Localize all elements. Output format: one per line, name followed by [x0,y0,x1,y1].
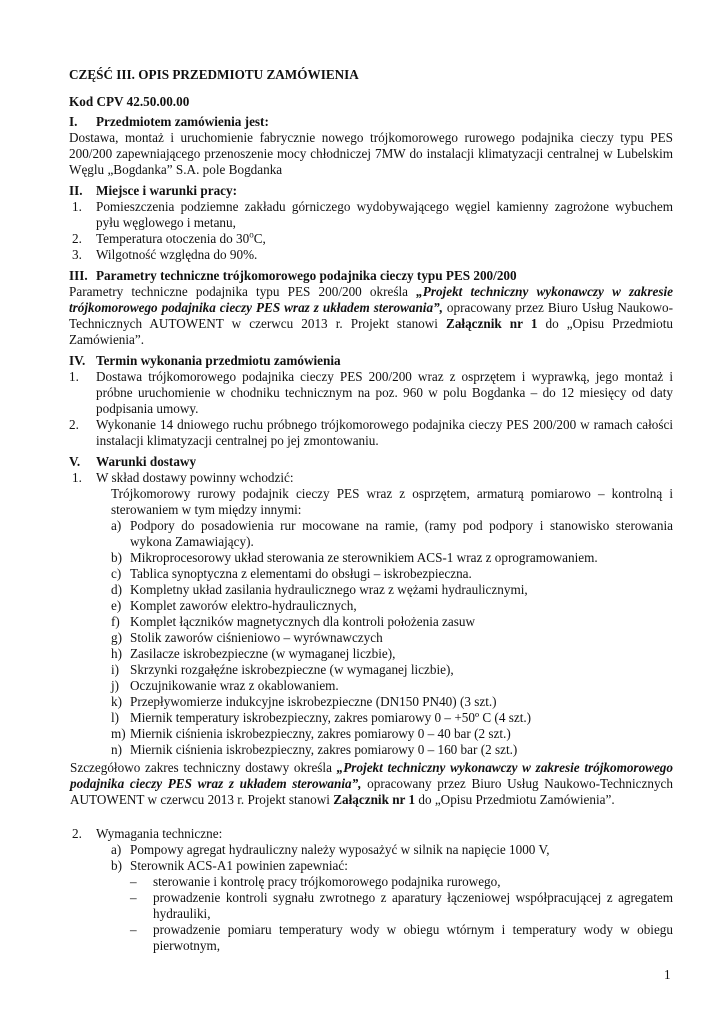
temp-unit: C, [253,231,266,246]
dash-item [130,922,673,954]
item-number: 2. [72,826,82,841]
text-run: do „Opisu Przedmiotu Zamówienia”. [69,316,673,347]
list-item [111,550,673,566]
list-item [111,598,673,614]
item-letter: l) [111,710,120,725]
item-text: Sterownik ACS-A1 powinien zapewniać: [130,858,348,873]
text-run: Parametry techniczne podajnika typu PES 200/200 określa [69,284,417,299]
item-text: Wymagania techniczne: [96,826,223,841]
section-number: I. [69,114,78,129]
heading-text: Przedmiotem zamówienia jest: [96,114,269,129]
item-number: 2. [72,231,82,246]
item-letter: e) [111,598,122,613]
item-number: 1. [69,369,79,384]
section-4-heading [69,353,673,369]
section-number: III. [69,268,88,283]
section-3-text [69,284,673,348]
item-letter: a) [111,842,122,857]
list-item [111,678,673,694]
text-run: Szczegółowo zakres techniczny dostawy określa [70,760,337,775]
dash-bullet: – [130,922,137,937]
item-number: 3. [72,247,82,262]
section-5 [69,454,673,954]
list-item [111,646,673,662]
item-letter: g) [111,630,122,645]
section-number: II. [69,183,83,198]
item-text: Przepływomierze indukcyjne iskrobezpieczne (DN150 PN40) (3 szt.) [130,694,497,709]
item-text: Miernik ciśnienia iskrobezpieczny, zakres pomiarowy 0 – 160 bar (2 szt.) [130,742,518,757]
list-item [111,742,673,758]
list-item [69,199,673,231]
list-item [69,470,673,486]
item-text: prowadzenie pomiaru temperatury wody w obiegu wtórnym i temperatury wody w obiegu pierwotnym, [153,922,673,953]
item-letter: b) [111,550,122,565]
delivery-detail [69,760,673,808]
item-letter: i) [111,662,120,677]
project-title: „Projekt techniczny wykonawczy w zakresie trójkomorowego podajnika cieczy PES wraz z układem sterowania”, [70,760,673,791]
text-run: opracowany przez Biuro Usług Naukowo-Technicznych AUTOWENT w czerwcu 2013 r. Projekt stanowi [70,776,673,807]
section-4 [69,353,673,449]
item-text: Pompowy agregat hydrauliczny należy wyposażyć w silnik na napięcie 1000 V, [130,842,550,857]
item-letter: j) [111,678,120,693]
item-text: W skład dostawy powinny wchodzić: [96,470,294,485]
heading-text: Termin wykonania przedmiotu zamówienia [96,353,341,368]
item-letter: m) [111,726,126,741]
section-1-text: Dostawa, montaż i uruchomienie fabrycznie nowego trójkomorowego rurowego podajnika cieczy typu PES 200/200 zapewniającego przenoszenie mocy chłodniczej 7MW do instalacji klimatyzacji centralnej w Lubelskim Węglu „Bogdanka” S.A. pole Bogdanka [69,130,673,177]
controller-functions-list [69,874,673,954]
item-text: Podpory do posadowienia rur mocowane na ramie, (ramy pod podpory i stanowisko sterowania wykona Zamawiający). [130,518,673,549]
item-number: 1. [72,199,82,214]
degree-sup: o [249,229,254,240]
dash-item [130,890,673,922]
heading-text: Warunki dostawy [96,454,197,469]
list-item [69,247,673,263]
section-2-heading [69,183,673,199]
item-text: Skrzynki rozgałęźne iskrobezpieczne (w wymaganej liczbie), [130,662,454,677]
list-item [111,630,673,646]
section-1-heading [69,114,673,130]
list-item [111,518,673,550]
item-text: Stolik zaworów ciśnieniowo – wyrównawczych [130,630,383,645]
section-3-heading [69,268,673,284]
dash-item [130,874,673,890]
item-letter: n) [111,742,122,757]
list-item [111,710,673,726]
section-number: IV. [69,353,86,368]
item-text: Mikroprocesorowy układ sterowania ze sterownikiem ACS-1 wraz z oprogramowaniem. [130,550,598,565]
text-run: opracowany przez Biuro Usług Naukowo-Technicznych AUTOWENT w czerwcu 2013 r. Projekt stanowi [69,300,674,331]
item-text: Dostawa trójkomorowego podajnika cieczy PES 200/200 wraz z osprzętem i wyprawką, jego montaż i próbne uruchomienie w chodniku technicznym na poz. 960 w polu Bogdanka – do 12 miesięcy od daty podpisania umowy. [96,369,673,416]
list-item [111,662,673,678]
item-text: Zasilacze iskrobezpieczne (w wymaganej liczbie), [130,646,396,661]
page-title: CZĘŚĆ III. OPIS PRZEDMIOTU ZAMÓWIENIA [69,67,359,82]
item-text: Wilgotność względna do 90%. [96,247,258,262]
dash-bullet: – [130,890,137,905]
dash-bullet: – [130,874,137,889]
cpv-code: Kod CPV 42.50.00.00 [69,94,190,109]
item-number: 1. [72,470,82,485]
section-3 [69,268,673,348]
list-item [111,842,673,858]
item-letter: a) [111,518,122,533]
delivery-list [69,518,673,758]
list-item [69,369,673,417]
item-text: Komplet zaworów elektro-hydraulicznych, [130,598,357,613]
item-letter: d) [111,582,122,597]
item-text: Miernik temperatury iskrobezpieczny, zakres pomiarowy 0 – +50º C (4 szt.) [130,710,532,725]
list-item [111,566,673,582]
item-text: Kompletny układ zasilania hydraulicznego wraz z wężami hydraulicznymi, [130,582,528,597]
list-item [111,694,673,710]
attachment-ref: Załącznik nr 1 [446,316,538,331]
item-letter: c) [111,566,122,581]
list-item [111,726,673,742]
section-2 [69,183,673,263]
list-item [69,231,673,247]
item-letter: h) [111,646,122,661]
list-item [69,417,673,449]
section-5-heading [69,454,673,470]
section-1 [69,114,673,178]
item-text: Miernik ciśnienia iskrobezpieczny, zakres pomiarowy 0 – 40 bar (2 szt.) [130,726,511,741]
section-number: V. [69,454,81,469]
item-text: Tablica synoptyczna z elementami do obsługi – iskrobezpieczna. [130,566,472,581]
heading-text: Parametry techniczne trójkomorowego podajnika cieczy typu PES 200/200 [96,268,517,283]
item-text: Wykonanie 14 dniowego ruchu próbnego trójkomorowego podajnika cieczy PES 200/200 w ramach całości instalacji klimatyzacji centralnej po jej zmontowaniu. [96,417,673,448]
text-run: do „Opisu Przedmiotu Zamówienia”. [415,792,615,807]
item-text: Oczujnikowanie wraz z okablowaniem. [130,678,339,693]
list-item [111,582,673,598]
item-letter: k) [111,694,122,709]
item-text: sterowanie i kontrolę pracy trójkomorowego podajnika rurowego, [153,874,501,889]
list-item [69,826,673,842]
item-letter: b) [111,858,122,873]
temp-text: Temperatura otoczenia do 30 [96,231,250,246]
item-text: prowadzenie kontroli sygnału zwrotnego z aparatury łączeniowej współpracującej z agregatem hydrauliki, [153,890,673,921]
project-title: „Projekt techniczny wykonawczy w zakresie trójkomorowego podajnika cieczy PES wraz z układem sterowania”, [69,284,673,315]
attachment-ref: Załącznik nr 1 [333,792,416,807]
heading-text: Miejsce i warunki pracy: [96,183,238,198]
requirements-list [69,842,673,874]
list-item [111,858,673,874]
item-text [96,231,673,247]
item-text: Pomieszczenia podziemne zakładu górniczego wydobywającego węgiel kamienny zagrożone wybuchem pyłu węglowego i metanu, [96,199,673,230]
item-text: Komplet łączników magnetycznych dla kontroli położenia zasuw [130,614,475,629]
item-number: 2. [69,417,79,432]
item-letter: f) [111,614,120,629]
delivery-intro: Trójkomorowy rurowy podajnik cieczy PES wraz z osprzętem, armaturą pomiarowo – kontrolną i sterowaniem w tym między innymi: [111,486,673,517]
page-number: 1 [664,967,671,982]
list-item [111,614,673,630]
